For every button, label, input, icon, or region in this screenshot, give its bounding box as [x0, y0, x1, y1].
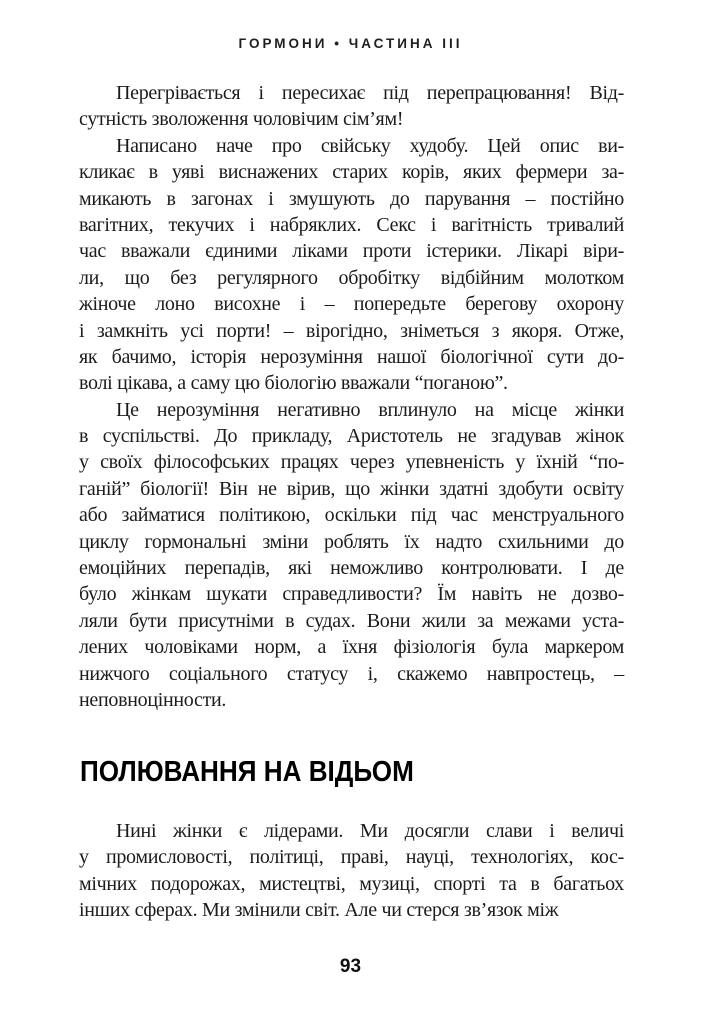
- text-line: Написано наче про свійську худобу. Цей опис ви-: [116, 134, 624, 157]
- text-line: ганій” біології! Він не вірив, що жінки здатні здобути освіту: [79, 477, 624, 500]
- text-line: мічних подорожах, мистецтві, музиці, спорті та в багатьох: [79, 872, 624, 895]
- paragraph: [79, 133, 624, 397]
- text-line: кликає в уяві виснажених старих корів, яких фермери за-: [79, 161, 624, 184]
- text-line: і замкніть усі порти! – вірогідно, зніметься з якоря. Отже,: [79, 319, 624, 342]
- text-line: як бачимо, історія нерозуміння нашої біологічної сути до-: [79, 345, 624, 368]
- text-line: в суспільстві. До прикладу, Аристотель не згадував жінок: [79, 425, 624, 448]
- text-line: нижчого соціального статусу і, скажемо навпростець, –: [79, 662, 624, 685]
- text-line: емоційних перепадів, які неможливо контролювати. І де: [79, 557, 624, 580]
- text-line: сутність зволоження чоловічим сім’ям!: [79, 108, 404, 131]
- text-line: було жінкам шукати справедливости? Їм навіть не дозво-: [79, 583, 624, 606]
- text-line: у своїх філософських працях через упевненість у їхній “по-: [79, 451, 624, 474]
- text-line: жіноче лоно висохне і – попередьте берегову охорону: [79, 293, 624, 316]
- paragraph: [79, 397, 624, 714]
- text-line: або займатися політикою, оскільки під час менструального: [79, 504, 624, 527]
- page-number: 93: [339, 956, 362, 977]
- text-line: циклу гормональні зміни роблять їх надто схильними до: [79, 530, 624, 553]
- body-text-block: [79, 80, 624, 713]
- text-line: інших сферах. Ми змінили світ. Але чи стерся зв’язок між: [79, 899, 559, 922]
- text-line: ляли бути присутніми в судах. Вони жили за межами уста-: [79, 609, 624, 632]
- text-line: микають в загонах і змушують до парування – постійно: [79, 187, 624, 210]
- section-heading: ПОЛЮВАННЯ НА ВІДЬОМ: [80, 756, 414, 788]
- paragraph: [79, 818, 624, 924]
- text-line: неповноцінности.: [79, 688, 227, 711]
- text-line: вагітних, текучих і набряклих. Секс і вагітність тривалий: [79, 213, 624, 236]
- text-line: волі цікава, а саму цю біологію вважали “поганою”.: [79, 372, 508, 395]
- text-line: час вважали єдиними ліками проти істерики. Лікарі віри-: [79, 240, 624, 263]
- text-line: ли, що без регулярного обробітку відбійним молотком: [79, 266, 624, 289]
- text-line: Це нерозуміння негативно вплинуло на місце жінки: [116, 398, 624, 421]
- paragraph: [79, 80, 624, 133]
- body-text-block: [79, 818, 624, 924]
- running-header: ГОРМОНИ • ЧАСТИНА III: [238, 36, 463, 51]
- text-line: лених чоловіками норм, а їхня фізіологія була маркером: [79, 636, 624, 659]
- text-line: у промисловості, політиці, праві, науці, технологіях, кос-: [79, 846, 624, 869]
- text-line: Нині жінки є лідерами. Ми досягли слави і величі: [116, 820, 624, 842]
- text-line: Перегрівається і пересихає під перепрацювання! Від-: [116, 82, 624, 104]
